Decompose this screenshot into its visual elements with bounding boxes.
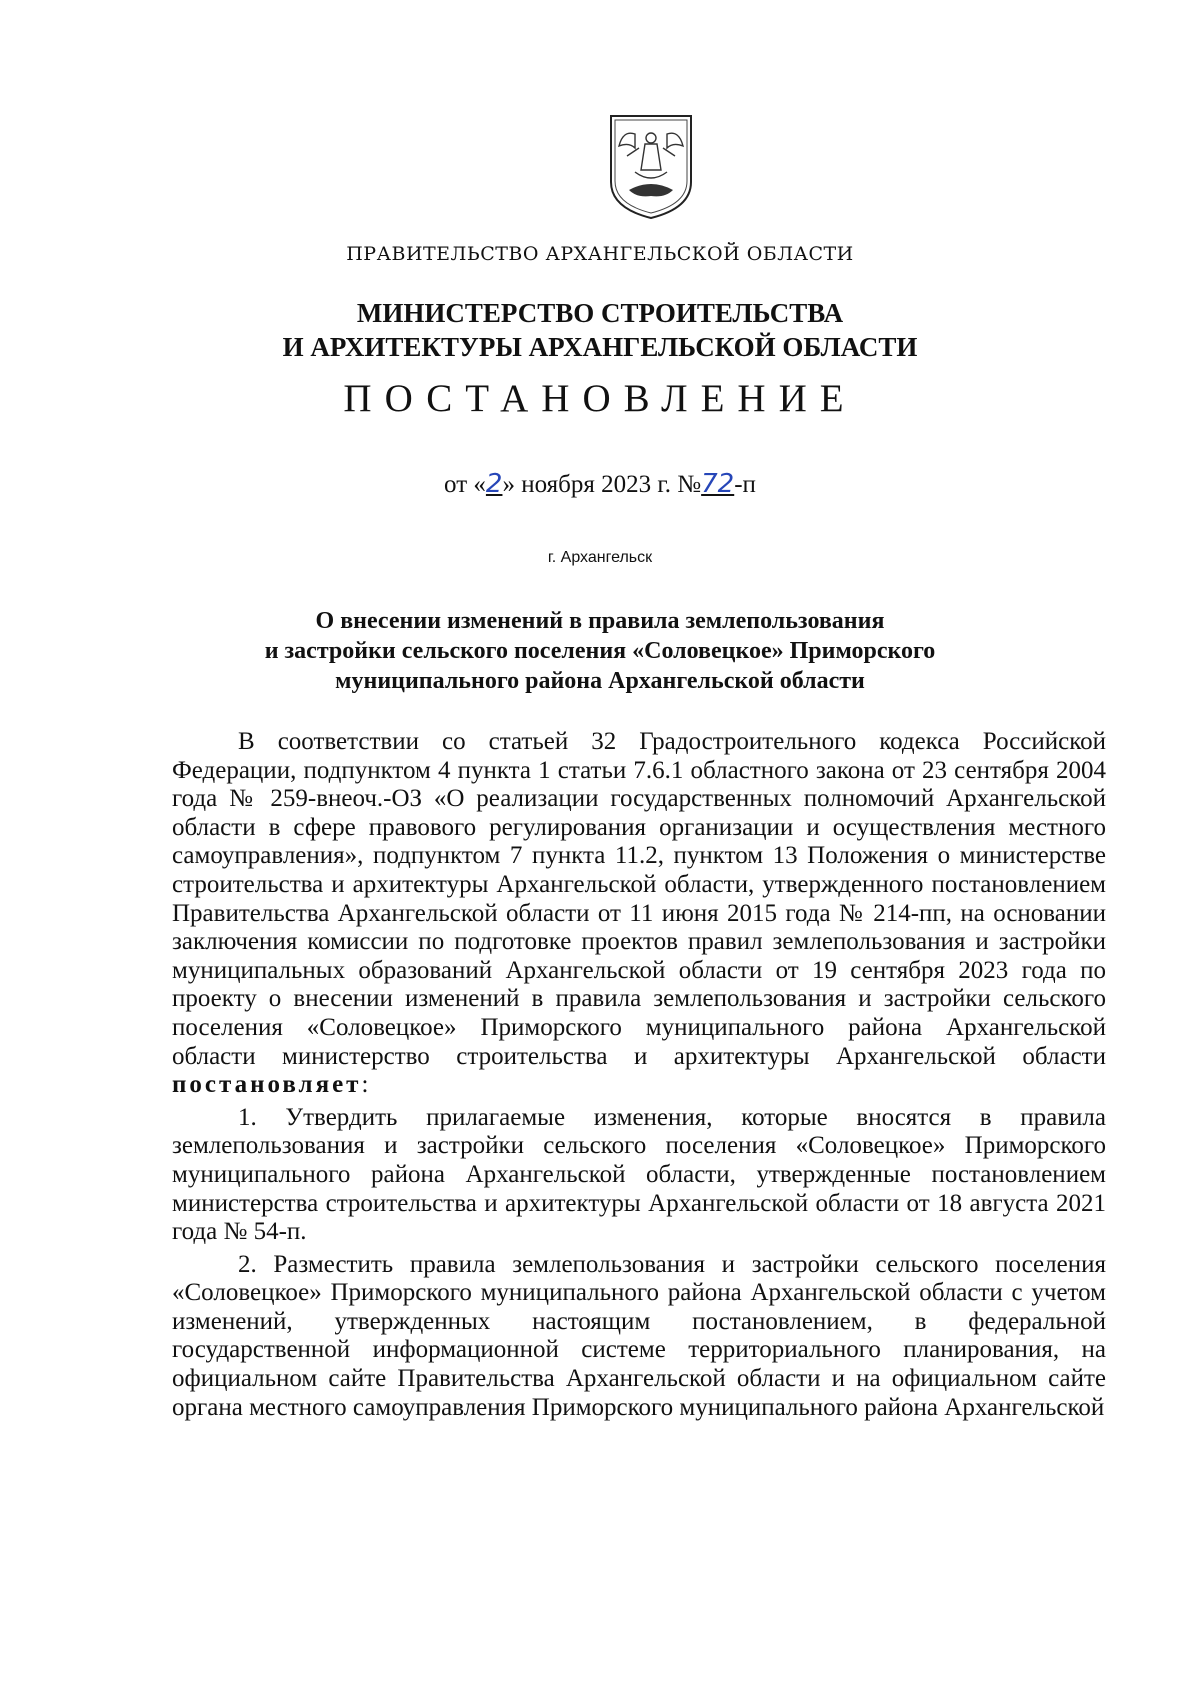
coat-of-arms-emblem — [605, 112, 697, 220]
date-and-number — [0, 469, 1200, 499]
document-body — [172, 728, 1106, 1426]
document-type: ПОСТАНОВЛЕНИЕ — [343, 377, 857, 420]
title-line-2: и застройки сельского поселения «Соловецкое» Приморского — [264, 638, 936, 664]
government-name: ПРАВИТЕЛЬСТВО АРХАНГЕЛЬСКОЙ ОБЛАСТИ — [346, 243, 854, 265]
title-line-3: муниципального района Архангельской области — [335, 668, 865, 694]
number-suffix: -п — [734, 471, 756, 498]
preamble-paragraph — [172, 728, 1106, 1100]
ministry-line-2: И АРХИТЕКТУРЫ АРХАНГЕЛЬСКОЙ ОБЛАСТИ — [282, 332, 918, 362]
document-title — [0, 606, 1200, 696]
ministry-line-1: МИНИСТЕРСТВО СТРОИТЕЛЬСТВА — [356, 298, 844, 328]
date-middle: » ноября 2023 г. № — [502, 471, 702, 498]
date-prefix: от « — [444, 471, 486, 498]
ministry-name — [0, 296, 1200, 364]
item-2-paragraph: 2. Разместить правила землепользования и застройки сельского поселения «Соловецкое» Приморского муниципального района Архангельской области с учетом изменений, утвержденных настоящим постановлением, в федеральной государственной информационной системе территориального планирования, на официальном сайте Правительства Архангельской области и на официальном сайте органа местного самоуправления Приморского муниципального района Архангельской — [172, 1250, 1106, 1421]
preamble-text: В соответствии со статьей 32 Градостроительного кодекса Российской Федерации, подпунктом 4 пункта 1 статьи 7.6.1 областного закона от 23 сентября 2004 года № 259-внеоч.-ОЗ «О реализации государственных полномочий Архангельской области в сфере правового регулирования организации и осуществления местного самоуправления», подпунктом 7 пункта 11.2, пунктом 13 Положения о министерстве строительства и архитектуры Архангельской области, утвержденного постановлением Правительства Архангельской области от 11 июня 2015 года № 214-пп, на основании заключения комиссии по подготовке проектов правил землепользования и застройки муниципальных образований Архангельской области от 19 сентября 2023 года по проекту о внесении изменений в правила землепользования и застройки сельского поселения «Соловецкое» Приморского муниципального района Архангельской области министерство строительства и архитектуры Архангельской области — [172, 728, 1106, 1070]
resolves-colon: : — [361, 1071, 369, 1099]
title-line-1: О внесении изменений в правила землепользования — [315, 608, 885, 634]
resolves-word: постановляет — [172, 1071, 362, 1099]
city: г. Архангельск — [547, 549, 653, 566]
handwritten-day: 2 — [485, 469, 503, 499]
item-1-paragraph: 1. Утвердить прилагаемые изменения, которые вносятся в правила землепользования и застройки сельского поселения «Соловецкое» Приморского муниципального района Архангельской области, утвержденные постановлением министерства строительства и архитектуры Архангельской области от 18 августа 2021 года № 54-п. — [172, 1103, 1106, 1246]
handwritten-number: 72 — [701, 469, 735, 499]
